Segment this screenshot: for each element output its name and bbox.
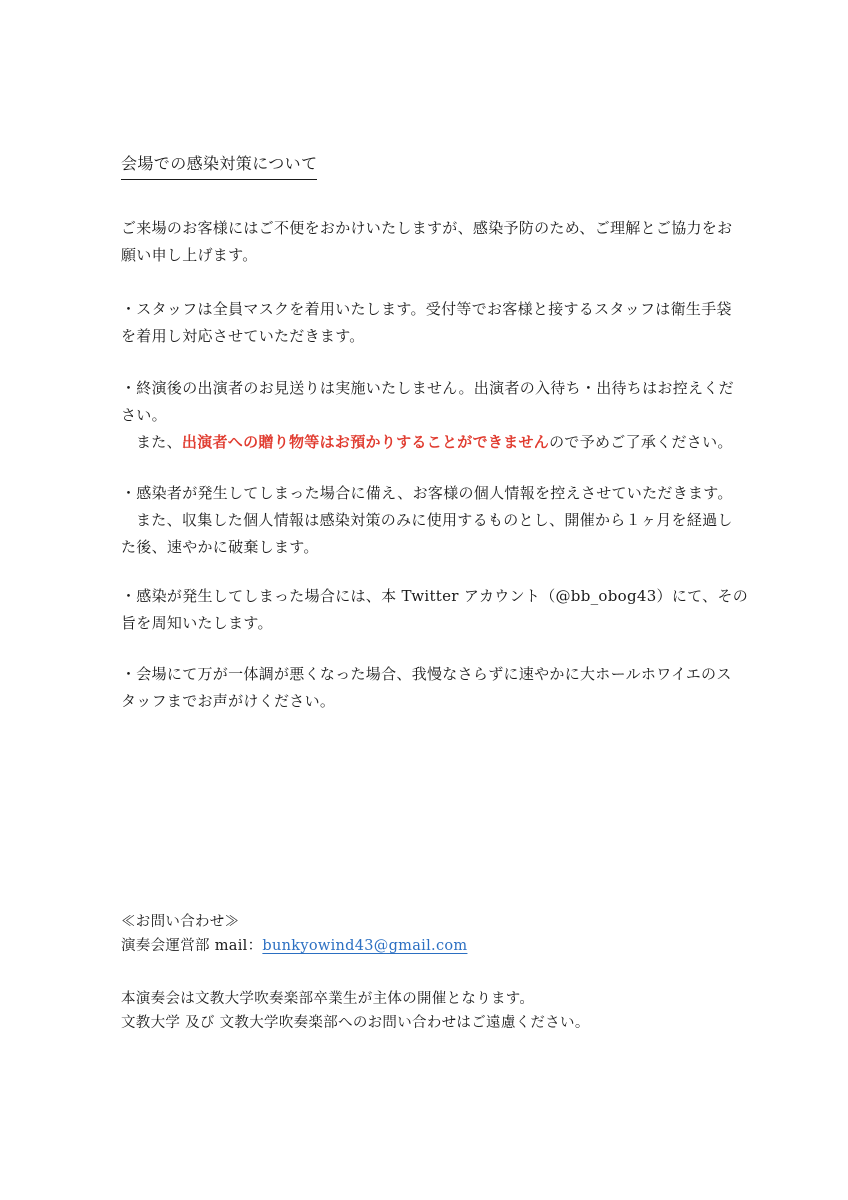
item2-line-3 (121, 429, 731, 456)
item3-line-1: ・感染者が発生してしまった場合に備え、お客様の個人情報を控えさせていただきます。 (121, 484, 733, 502)
gift-notice-highlight: 出演者への贈り物等はお預かりすることができません (181, 433, 550, 451)
intro-line-1: ご来場のお客様にはご不便をおかけいたしますが、感染予防のため、ご理解とご協力をお (121, 219, 733, 237)
organizer-notice (121, 987, 731, 1035)
page-title: 会場での感染対策について (121, 153, 317, 180)
contact-section (121, 910, 731, 958)
item5-line-2: タッフまでお声がけください。 (121, 692, 336, 710)
contact-email-link[interactable]: bunkyowind43@gmail.com (262, 938, 468, 954)
contact-label: 演奏会運営部 mail： (121, 938, 263, 954)
item3-line-3: た後、速やかに破棄します。 (121, 538, 319, 556)
contact-heading: ≪お問い合わせ≫ (121, 914, 240, 930)
item3-line-2: また、収集した個人情報は感染対策のみに使用するものとし、開催から１ヶ月を経過し (136, 511, 733, 529)
item2-line-1: ・終演後の出演者のお見送りは実施いたしません。出演者の入待ち・出待ちはお控えくだ (121, 379, 734, 397)
contact-line (121, 934, 731, 958)
item5-line-1: ・会場にて万が一体調が悪くなった場合、我慢なさらずに速やかに大ホールホワイエのス (121, 665, 732, 683)
notice-line-1: 本演奏会は文教大学吹奏楽部卒業生が主体の開催となります。 (121, 991, 535, 1007)
measure-staff-masks (121, 296, 731, 350)
measure-feeling-unwell (121, 661, 731, 715)
item2-line-2: さい。 (121, 406, 167, 424)
measure-personal-info (121, 480, 731, 561)
item2-line-3-suffix: ので予めご了承ください。 (549, 433, 733, 451)
item4-line-2: 旨を周知いたします。 (121, 614, 273, 632)
item1-line-2: を着用し対応させていただきます。 (121, 327, 365, 345)
intro-paragraph (121, 215, 731, 269)
item2-line-3-prefix: また、 (136, 433, 182, 451)
measure-twitter-notice (121, 583, 749, 637)
notice-line-2: 文教大学 及び 文教大学吹奏楽部へのお問い合わせはご遠慮ください。 (121, 1015, 590, 1031)
item4-line-1: ・感染が発生してしまった場合には、本 Twitter アカウント（@bb_obog43）にて、その (121, 587, 749, 605)
item1-line-1: ・スタッフは全員マスクを着用いたします。受付等でお客様と接するスタッフは衛生手袋 (121, 300, 732, 318)
measure-no-sendoff (121, 375, 734, 456)
intro-line-2: 願い申し上げます。 (121, 246, 258, 264)
